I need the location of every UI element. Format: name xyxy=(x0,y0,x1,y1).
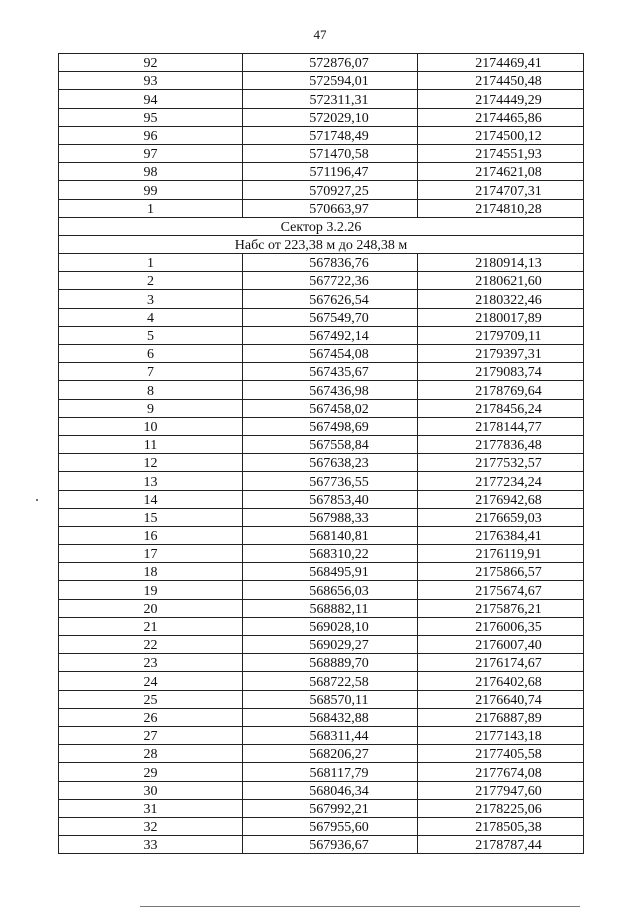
coord-x: 567626,54 xyxy=(243,290,418,308)
point-number: 4 xyxy=(59,308,243,326)
point-number: 26 xyxy=(59,708,243,726)
table-row xyxy=(59,490,584,508)
coord-y: 2179397,31 xyxy=(418,345,584,363)
coord-x: 568140,81 xyxy=(243,526,418,544)
coord-y: 2180621,60 xyxy=(418,272,584,290)
point-number: 94 xyxy=(59,90,243,108)
table-row xyxy=(59,508,584,526)
margin-dot xyxy=(36,499,38,501)
coord-x: 567458,02 xyxy=(243,399,418,417)
page-number: 47 xyxy=(313,27,327,42)
coord-x: 568206,27 xyxy=(243,745,418,763)
coord-y: 2176006,35 xyxy=(418,617,584,635)
coord-y: 2178505,38 xyxy=(418,817,584,835)
coord-y: 2178787,44 xyxy=(418,836,584,854)
table-row xyxy=(59,745,584,763)
coordinates-table xyxy=(58,53,584,854)
table-row xyxy=(59,836,584,854)
table-row xyxy=(59,181,584,199)
point-number: 12 xyxy=(59,454,243,472)
coord-x: 568656,03 xyxy=(243,581,418,599)
coord-x: 568432,88 xyxy=(243,708,418,726)
table-row xyxy=(59,581,584,599)
coord-x: 567736,55 xyxy=(243,472,418,490)
point-number: 6 xyxy=(59,345,243,363)
coord-x: 569028,10 xyxy=(243,617,418,635)
coord-x: 570663,97 xyxy=(243,199,418,217)
coord-y: 2178144,77 xyxy=(418,417,584,435)
coord-x: 567853,40 xyxy=(243,490,418,508)
table-row xyxy=(59,72,584,90)
coord-x: 570927,25 xyxy=(243,181,418,199)
page-bottom-line xyxy=(140,906,580,907)
table-row xyxy=(59,763,584,781)
coord-y: 2180322,46 xyxy=(418,290,584,308)
point-number: 23 xyxy=(59,654,243,672)
table-row xyxy=(59,90,584,108)
table-row xyxy=(59,363,584,381)
coord-x: 567722,36 xyxy=(243,272,418,290)
table-row xyxy=(59,144,584,162)
point-number: 8 xyxy=(59,381,243,399)
coord-y: 2175866,57 xyxy=(418,563,584,581)
coord-x: 569029,27 xyxy=(243,636,418,654)
point-number: 96 xyxy=(59,126,243,144)
coord-x: 568046,34 xyxy=(243,781,418,799)
coord-x: 567436,98 xyxy=(243,381,418,399)
coord-y: 2180914,13 xyxy=(418,254,584,272)
coord-x: 567992,21 xyxy=(243,799,418,817)
table-row xyxy=(59,563,584,581)
coord-y: 2177947,60 xyxy=(418,781,584,799)
point-number: 7 xyxy=(59,363,243,381)
table-row xyxy=(59,308,584,326)
coord-y: 2176174,67 xyxy=(418,654,584,672)
table-row xyxy=(59,690,584,708)
table-row xyxy=(59,381,584,399)
coord-x: 571470,58 xyxy=(243,144,418,162)
point-number: 29 xyxy=(59,763,243,781)
coord-x: 568117,79 xyxy=(243,763,418,781)
coord-y: 2176887,89 xyxy=(418,708,584,726)
point-number: 3 xyxy=(59,290,243,308)
table-row xyxy=(59,326,584,344)
coord-x: 567638,23 xyxy=(243,454,418,472)
point-number: 19 xyxy=(59,581,243,599)
table-row xyxy=(59,108,584,126)
point-number: 1 xyxy=(59,254,243,272)
point-number: 16 xyxy=(59,526,243,544)
coord-y: 2177674,08 xyxy=(418,763,584,781)
table-row xyxy=(59,454,584,472)
table-row xyxy=(59,636,584,654)
point-number: 10 xyxy=(59,417,243,435)
coord-x: 568310,22 xyxy=(243,545,418,563)
table-row xyxy=(59,345,584,363)
sector-header xyxy=(59,217,584,253)
point-number: 2 xyxy=(59,272,243,290)
table-row xyxy=(59,417,584,435)
coord-y: 2176659,03 xyxy=(418,508,584,526)
point-number: 11 xyxy=(59,435,243,453)
coord-y: 2176942,68 xyxy=(418,490,584,508)
table-row xyxy=(59,654,584,672)
coord-x: 567454,08 xyxy=(243,345,418,363)
point-number: 24 xyxy=(59,672,243,690)
point-number: 25 xyxy=(59,690,243,708)
table-section-bottom xyxy=(59,254,584,854)
coord-y: 2177532,57 xyxy=(418,454,584,472)
coord-x: 568889,70 xyxy=(243,654,418,672)
coord-x: 567549,70 xyxy=(243,308,418,326)
table-row xyxy=(59,254,584,272)
table-row xyxy=(59,199,584,217)
coord-y: 2176640,74 xyxy=(418,690,584,708)
point-number: 30 xyxy=(59,781,243,799)
coord-y: 2174551,93 xyxy=(418,144,584,162)
point-number: 33 xyxy=(59,836,243,854)
point-number: 99 xyxy=(59,181,243,199)
point-number: 13 xyxy=(59,472,243,490)
coord-y: 2179709,11 xyxy=(418,326,584,344)
coord-x: 572029,10 xyxy=(243,108,418,126)
table-row xyxy=(59,726,584,744)
coord-y: 2176007,40 xyxy=(418,636,584,654)
coord-y: 2174810,28 xyxy=(418,199,584,217)
table-section-top xyxy=(59,54,584,218)
point-number: 21 xyxy=(59,617,243,635)
coord-x: 572876,07 xyxy=(243,54,418,72)
coord-x: 567435,67 xyxy=(243,363,418,381)
coord-y: 2178769,64 xyxy=(418,381,584,399)
coord-y: 2176402,68 xyxy=(418,672,584,690)
point-number: 20 xyxy=(59,599,243,617)
coord-x: 568722,58 xyxy=(243,672,418,690)
table-row xyxy=(59,399,584,417)
table-row xyxy=(59,526,584,544)
table-row xyxy=(59,799,584,817)
point-number: 28 xyxy=(59,745,243,763)
coord-y: 2177234,24 xyxy=(418,472,584,490)
point-number: 15 xyxy=(59,508,243,526)
coord-y: 2174465,86 xyxy=(418,108,584,126)
coord-y: 2177143,18 xyxy=(418,726,584,744)
point-number: 93 xyxy=(59,72,243,90)
point-number: 9 xyxy=(59,399,243,417)
point-number: 18 xyxy=(59,563,243,581)
coord-y: 2174469,41 xyxy=(418,54,584,72)
coord-x: 567498,69 xyxy=(243,417,418,435)
point-number: 98 xyxy=(59,163,243,181)
table-row xyxy=(59,290,584,308)
height-range: Набс от 223,38 м до 248,38 м xyxy=(59,235,584,253)
point-number: 5 xyxy=(59,326,243,344)
table-row xyxy=(59,472,584,490)
coord-y: 2176384,41 xyxy=(418,526,584,544)
table-row xyxy=(59,672,584,690)
coord-y: 2176119,91 xyxy=(418,545,584,563)
height-range-row xyxy=(59,235,584,253)
coord-x: 568570,11 xyxy=(243,690,418,708)
coord-x: 568311,44 xyxy=(243,726,418,744)
coord-y: 2180017,89 xyxy=(418,308,584,326)
point-number: 17 xyxy=(59,545,243,563)
coord-y: 2174707,31 xyxy=(418,181,584,199)
point-number: 27 xyxy=(59,726,243,744)
table-row xyxy=(59,126,584,144)
coord-y: 2179083,74 xyxy=(418,363,584,381)
point-number: 22 xyxy=(59,636,243,654)
coord-y: 2174500,12 xyxy=(418,126,584,144)
coord-x: 567936,67 xyxy=(243,836,418,854)
coord-x: 571748,49 xyxy=(243,126,418,144)
coord-y: 2174621,08 xyxy=(418,163,584,181)
table-row xyxy=(59,54,584,72)
point-number: 1 xyxy=(59,199,243,217)
table-row xyxy=(59,272,584,290)
coord-y: 2177836,48 xyxy=(418,435,584,453)
table-row xyxy=(59,163,584,181)
coord-y: 2174449,29 xyxy=(418,90,584,108)
coord-x: 568882,11 xyxy=(243,599,418,617)
table-row xyxy=(59,817,584,835)
coord-x: 571196,47 xyxy=(243,163,418,181)
sector-title: Сектор 3.2.26 xyxy=(59,217,584,235)
coord-y: 2178456,24 xyxy=(418,399,584,417)
coord-x: 567988,33 xyxy=(243,508,418,526)
coord-y: 2175876,21 xyxy=(418,599,584,617)
point-number: 95 xyxy=(59,108,243,126)
coord-x: 572594,01 xyxy=(243,72,418,90)
table-row xyxy=(59,781,584,799)
coord-y: 2175674,67 xyxy=(418,581,584,599)
coord-x: 567558,84 xyxy=(243,435,418,453)
coord-x: 568495,91 xyxy=(243,563,418,581)
coord-y: 2178225,06 xyxy=(418,799,584,817)
point-number: 31 xyxy=(59,799,243,817)
table-row xyxy=(59,599,584,617)
coord-x: 567955,60 xyxy=(243,817,418,835)
table-row xyxy=(59,708,584,726)
point-number: 92 xyxy=(59,54,243,72)
point-number: 14 xyxy=(59,490,243,508)
table-row xyxy=(59,617,584,635)
coord-x: 572311,31 xyxy=(243,90,418,108)
coord-x: 567492,14 xyxy=(243,326,418,344)
table-row xyxy=(59,545,584,563)
coord-y: 2177405,58 xyxy=(418,745,584,763)
point-number: 97 xyxy=(59,144,243,162)
table-row xyxy=(59,435,584,453)
coord-x: 567836,76 xyxy=(243,254,418,272)
sector-title-row xyxy=(59,217,584,235)
point-number: 32 xyxy=(59,817,243,835)
coord-y: 2174450,48 xyxy=(418,72,584,90)
